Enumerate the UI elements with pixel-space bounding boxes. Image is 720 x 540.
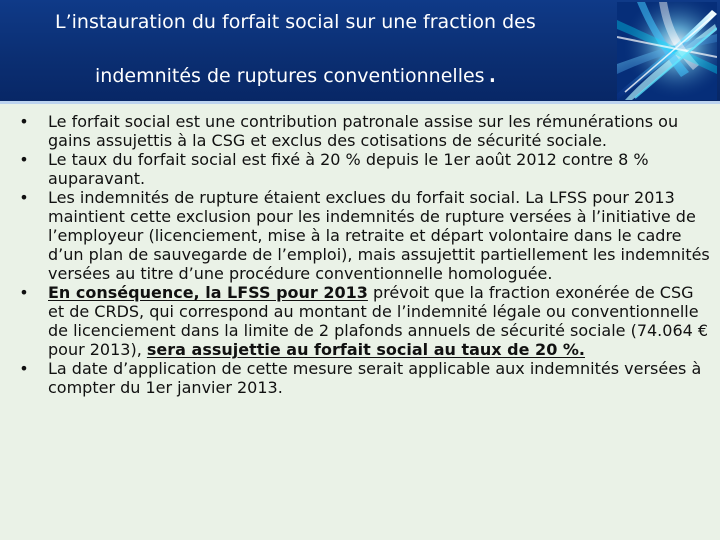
bullet-item-consequence [10,283,710,359]
emphasis-forfait-rate: sera assujettie au forfait social au taux de 20 %. [146,340,585,359]
light-streak-logo-icon [617,2,717,100]
bullet-text: Le forfait social est une contribution patronale assise sur les rémunérations ou gains assujettis à la CSG et exclus des cotisations de sécurité sociale. [48,112,679,150]
bullet-text: Les indemnités de rupture étaient exclues du forfait social. La LFSS pour 2013 maintient cette exclusion pour les indemnités de rupture versées à l’initiative de l’employeur (licenciement, mise à la retraite et départ volontaire dans le cadre d’un plan de sauvegarde de l’emploi), mais assujettit partiellement les indemnités versées au titre d’une procédure conventionnelle homologuée. [48,188,710,283]
bullet-text: Le taux du forfait social est fixé à 20 % depuis le 1er août 2012 contre 8 % auparavant. [48,150,649,188]
bullet-icon: • [19,188,29,207]
slide-title-line-2 [95,55,615,90]
slide-body [10,112,710,397]
bullet-list [10,112,710,397]
slide-title-line-1: L’instauration du forfait social sur une fraction des [55,11,536,33]
bullet-icon: • [19,150,29,169]
bullet-item-application-date [10,359,710,397]
bullet-text-consequence [48,283,708,359]
bullet-icon: • [19,112,29,131]
bullet-item-exclusion [10,188,710,283]
bullet-item-rate [10,150,710,188]
bullet-text-middle: prévoit que la fraction exonérée de CSG et de CRDS, qui correspond au montant de l’indemnité légale ou conventionnelle de licenciement dans la limite de 2 plafonds annuels de sécurité sociale (74.064 € pour 2013), [48,283,709,359]
emphasis-lfss-2013: En conséquence, la LFSS pour 2013 [48,283,368,302]
bullet-item-forfait-definition [10,112,710,150]
bullet-text: La date d’application de cette mesure serait applicable aux indemnités versées à compter du 1er janvier 2013. [48,359,702,397]
slide-title-line-2-text: indemnités de ruptures conventionnelles [95,65,485,87]
slide-title-dot: . [487,55,498,90]
bullet-icon: • [19,283,29,302]
bullet-icon: • [19,359,29,378]
slide-title-bar [0,0,720,104]
